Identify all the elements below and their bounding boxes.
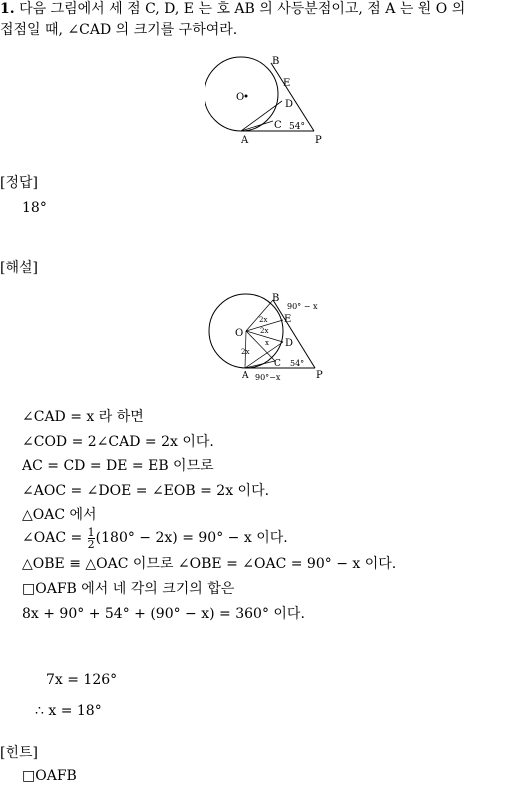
- label-2x-mid: 2x: [260, 327, 269, 335]
- answer-value: 18°: [22, 200, 47, 216]
- expl-line-4: ∠AOC = ∠DOE = ∠EOB = 2x 이다.: [22, 483, 270, 499]
- label-e: E: [284, 314, 292, 325]
- expl-line-1: ∠CAD = x 라 하면: [22, 409, 144, 425]
- oac-prefix: ∠OAC =: [22, 530, 87, 546]
- answer-header: [정답]: [0, 175, 38, 191]
- expl-line-9: 8x + 90° + 54° + (90° − x) = 360° 이다.: [22, 606, 305, 622]
- expl-line-8: □OAFB 에서 네 각의 크기의 합은: [22, 581, 235, 597]
- label-x: x: [265, 339, 269, 347]
- label-o: O: [235, 328, 244, 339]
- calc-line-2: ∴ x = 18°: [35, 703, 102, 719]
- segment-ac: [241, 121, 273, 131]
- fraction-den: 2: [87, 537, 95, 551]
- problem-number: 1.: [0, 1, 15, 17]
- label-angle-54: 54°: [289, 122, 305, 132]
- hint-value: □OAFB: [22, 768, 77, 784]
- label-p: P: [316, 370, 323, 381]
- fraction-num: 1: [87, 525, 95, 539]
- figure-1: [205, 55, 330, 150]
- center-dot: [245, 95, 248, 98]
- oac-end: 이다.: [256, 530, 288, 546]
- expl-line-oac: [22, 526, 288, 550]
- problem-text-2: 접점일 때, ∠CAD 의 크기를 구하여라.: [0, 22, 238, 38]
- label-b: B: [272, 56, 280, 67]
- problem-line-1: [0, 0, 465, 18]
- problem-text-1: 다음 그림에서 세 점 C, D, E 는 호 AB 의 사등분점이고, 점 A 는 원 O 의: [19, 1, 466, 17]
- explanation-header: [해설]: [0, 260, 38, 276]
- expl-line-2: ∠COD = 2∠CAD = 2x 이다.: [22, 434, 214, 450]
- oac-suffix: (180° − 2x) = 90° − x: [95, 530, 252, 546]
- expl-line-7: △OBE ≡ △OAC 이므로 ∠OBE = ∠OAC = 90° − x 이다.: [22, 556, 397, 572]
- expl-line-5: △OAC 에서: [22, 507, 97, 523]
- label-angle-b: 90° − x: [287, 302, 318, 311]
- label-c: C: [274, 359, 281, 369]
- figure-2: [205, 292, 330, 384]
- label-b: B: [272, 293, 280, 304]
- label-c: C: [274, 120, 282, 131]
- label-angle-54: 54°: [290, 359, 305, 368]
- label-e: E: [283, 78, 291, 89]
- fraction-half: [88, 527, 95, 550]
- hint-header: [힌트]: [0, 745, 38, 761]
- label-a: A: [241, 135, 249, 146]
- label-angle-a: 90°−x: [255, 373, 281, 382]
- expl-line-3: AC = CD = DE = EB 이므로: [22, 458, 214, 474]
- label-2x-top: 2x: [259, 316, 268, 324]
- label-d: D: [285, 99, 294, 110]
- label-a: A: [242, 371, 249, 381]
- label-2x-low: 2x: [241, 348, 250, 356]
- label-d: D: [285, 338, 294, 349]
- label-p: P: [315, 135, 322, 146]
- calc-line-1: 7x = 126°: [46, 672, 118, 688]
- label-o: O: [236, 92, 245, 103]
